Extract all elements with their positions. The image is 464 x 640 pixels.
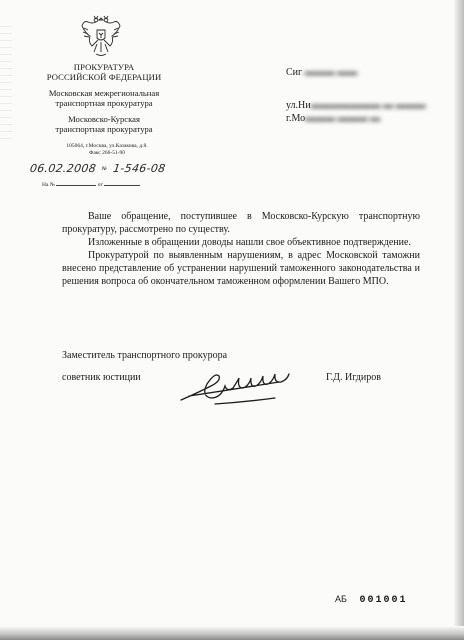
recipient-line1: Сиг (286, 67, 303, 78)
body-paragraph-2: Изложенные в обращении доводы нашли свое объективное подтверждение. (88, 237, 411, 248)
handwritten-number: 1-546-08 (112, 162, 167, 175)
address-line2: Факс 266-51-90 (88, 150, 126, 156)
handwritten-date: 06.02.2008 (29, 162, 97, 175)
org-name-line2: РОССИЙСКОЙ ФЕДЕРАЦИИ (46, 72, 162, 82)
issuer-address (52, 143, 162, 157)
reference-label: На № (42, 182, 56, 188)
reference-blank (56, 180, 96, 186)
recipient-line2: ул.Ни (286, 100, 311, 111)
serial-series: АБ (335, 594, 347, 604)
recipient-block (286, 66, 426, 125)
org-name-line5: Московско-Курская (68, 114, 140, 124)
redacted-city: ▬▬▬ ▬▬▬ ▬ (305, 113, 381, 124)
body-paragraph-3: Прокуратурой по выявленным нарушениям, в адрес Московской таможни внесено представление об устранении нарушений таможенного законодательства и решения вопроса об окончательном таможенном оформлении Вашего МПО. (62, 250, 420, 287)
double-headed-eagle-emblem-icon (80, 12, 122, 58)
number-prefix: № (101, 166, 108, 172)
org-name-line3: Московская межрегиональная (48, 88, 160, 98)
scan-edge-right (454, 0, 464, 640)
scan-edge-bottom (0, 626, 464, 640)
scan-artifact (0, 20, 12, 140)
reference-from: от (97, 182, 103, 188)
recipient-line3: г.Мо (286, 113, 306, 124)
letter-body (62, 210, 420, 288)
signatory-name: Г.Д. Игдиров (326, 372, 381, 383)
redacted-street: ▬▬▬▬▬▬▬ ▬ ▬▬▬ (310, 100, 426, 111)
org-name-line1: ПРОКУРАТУРА (73, 62, 135, 72)
address-line1: 105064, г.Москва, ул.Казакова, д.8. (66, 143, 148, 149)
handwritten-signature-icon (175, 356, 305, 414)
signatory-position: Заместитель транспортного прокурора (62, 350, 228, 361)
reference-date-blank (104, 180, 140, 186)
serial-number: 001001 (359, 595, 408, 606)
reference-line (42, 180, 140, 189)
org-name-line6: транспортная прокуратура (55, 124, 153, 134)
redacted-name: ▬▬▬ ▬▬ (302, 67, 358, 78)
handwritten-date-number (29, 162, 166, 175)
form-serial (335, 594, 407, 606)
body-paragraph-1: Ваше обращение, поступившее в Московско-Курскую транспортную прокуратуру, рассмотрено по существу. (62, 211, 420, 235)
org-name-line4: транспортная прокуратура (55, 98, 153, 108)
signatory-rank: советник юстиции (62, 372, 141, 383)
issuer-block (40, 62, 168, 134)
